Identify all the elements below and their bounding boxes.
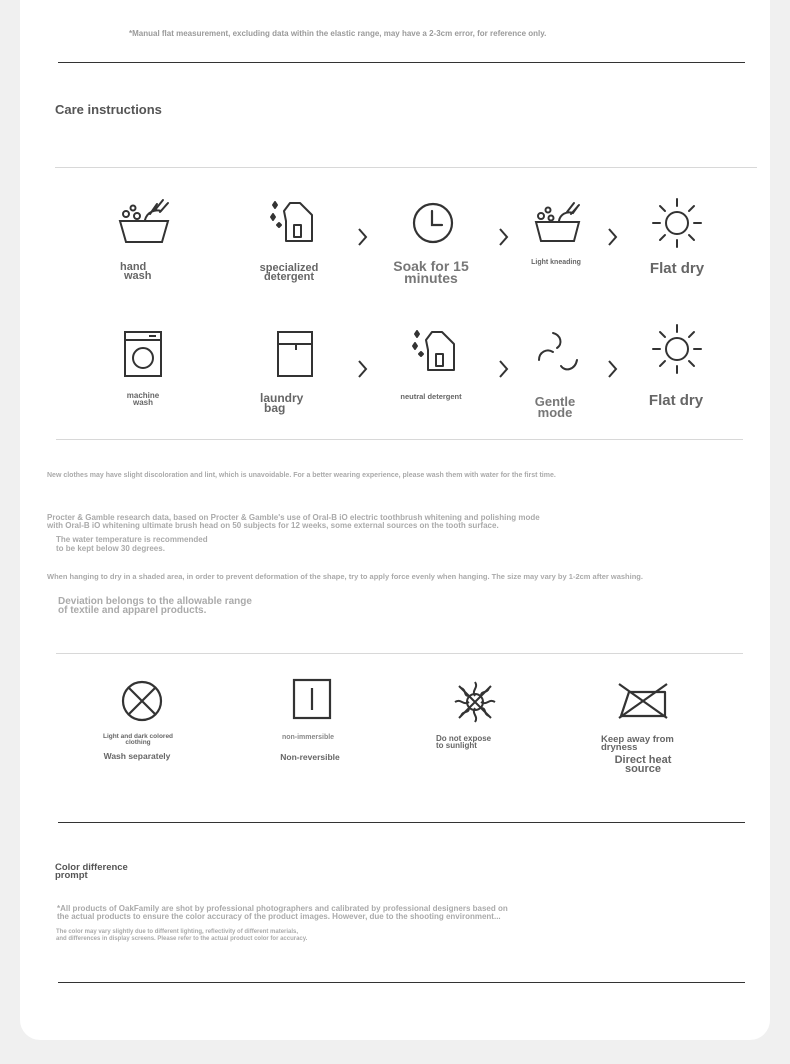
gentle-mode-icon — [535, 330, 581, 376]
label-machine-wash: machine wash — [126, 391, 160, 407]
color-difference-title: Color difference prompt — [55, 862, 128, 882]
divider — [56, 439, 743, 440]
sun-icon — [651, 323, 703, 375]
label-light-dark-clothing: Light and dark colored clothing — [102, 733, 174, 746]
label-soak-time: Soak for 15 minutes — [393, 258, 469, 286]
label-light-kneading: Light kneading — [531, 259, 581, 266]
laundry-bag-icon — [276, 330, 314, 378]
sun-icon — [651, 197, 703, 249]
color-note-line-1: *All products of OakFamily are shot by professional photographers and calibrated by professional designers based on — [57, 904, 508, 913]
neutral-detergent-bottle-icon — [410, 328, 456, 374]
note-water-temp-line-1: The water temperature is recommended — [56, 535, 208, 544]
label-direct-heat-source: Direct heat source — [614, 754, 672, 776]
label-specialized-detergent: specialized detergent — [259, 262, 319, 284]
chevron-right-icon — [607, 359, 619, 379]
note-deviation-line-2: of textile and apparel products. — [58, 605, 207, 616]
label-hand-wash: hand wash — [120, 261, 152, 283]
measurement-note: *Manual flat measurement, excluding data within the elastic range, may have a 2-3cm error, for reference only. — [129, 29, 547, 38]
label-flat-dry: Flat dry — [648, 392, 704, 409]
hand-wash-basin-icon — [117, 196, 173, 246]
no-sunlight-icon — [453, 680, 497, 724]
chevron-right-icon — [357, 227, 369, 247]
note-research-line-1: Procter & Gamble research data, based on Procter & Gamble's use of Oral-B iO electric toothbrush whitening and polishing mode — [47, 513, 540, 522]
label-no-sunlight: Do not expose to sunlight — [436, 734, 492, 750]
hand-kneading-basin-icon — [533, 200, 583, 244]
no-iron-icon — [617, 680, 669, 720]
chevron-right-icon — [607, 227, 619, 247]
label-flat-dry: Flat dry — [649, 260, 705, 277]
detergent-bottle-icon — [268, 199, 314, 245]
color-note-line-2: the actual products to ensure the color accuracy of the product images. However, due to the shooting environment... — [57, 912, 501, 921]
chevron-right-icon — [498, 359, 510, 379]
label-laundry-bag: laundry bag — [260, 391, 304, 416]
color-note-line-3: The color may vary slightly due to different lighting, reflectivity of different materials, — [56, 929, 299, 935]
washing-machine-icon — [123, 330, 163, 378]
note-hanging-dry: When hanging to dry in a shaded area, in order to prevent deformation of the shape, try to apply force evenly when hanging. The size may vary by 1-2cm after washing. — [47, 572, 643, 581]
note-discoloration: New clothes may have slight discoloration and lint, which is unavoidable. For a better wearing experience, please wash them with water for the first time. — [47, 472, 556, 479]
non-immersible-icon — [292, 678, 332, 720]
clock-icon — [412, 202, 454, 244]
no-wash-circle-x-icon — [121, 680, 163, 722]
label-keep-away-dryness: Keep away from dryness — [601, 734, 674, 754]
label-wash-separately: Wash separately — [103, 751, 171, 761]
note-research-line-2: with Oral-B iO whitening ultimate brush head on 50 subjects for 12 weeks, some external sources on the tooth surface. — [47, 521, 499, 530]
label-neutral-detergent: neutral detergent — [400, 392, 462, 401]
divider — [58, 982, 745, 983]
note-deviation-line-1: Deviation belongs to the allowable range — [58, 596, 252, 607]
note-water-temp-line-2: to be kept below 30 degrees. — [56, 544, 165, 553]
divider — [55, 167, 757, 168]
label-non-reversible: Non-reversible — [280, 752, 340, 762]
chevron-right-icon — [498, 227, 510, 247]
label-gentle-mode: Gentle mode — [534, 394, 576, 421]
divider — [58, 62, 745, 63]
divider — [58, 822, 745, 823]
care-instructions-title: Care instructions — [55, 102, 162, 117]
color-note-line-4: and differences in display screens. Please refer to the actual product color for accuracy. — [56, 936, 308, 942]
chevron-right-icon — [357, 359, 369, 379]
label-non-immersible: non-immersible — [281, 734, 335, 741]
divider — [56, 653, 743, 654]
